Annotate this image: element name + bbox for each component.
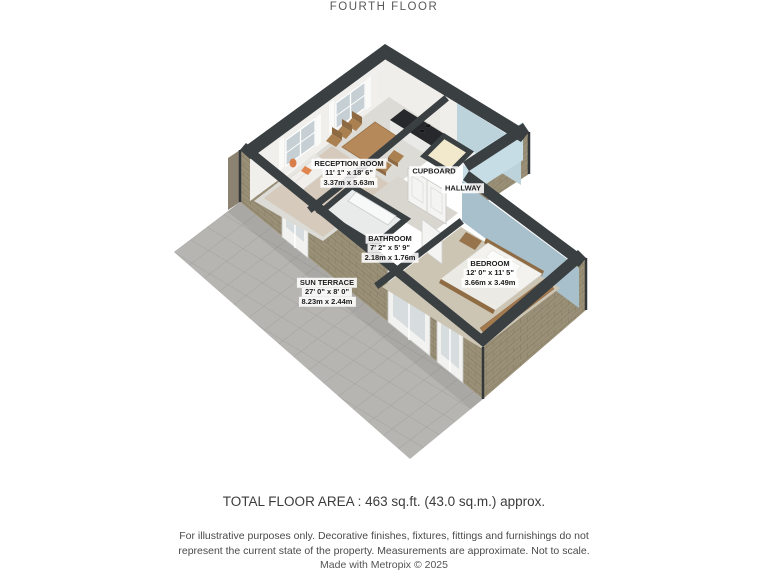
- total-floor-area: TOTAL FLOOR AREA : 463 sq.ft. (43.0 sq.m.) approx.: [222, 494, 546, 509]
- orange-planter-icon: [290, 159, 297, 168]
- room-label-bathroom: [362, 234, 419, 263]
- room-name: HALLWAY: [442, 183, 484, 193]
- disclaimer: [0, 529, 768, 559]
- room-name: BATHROOM: [365, 234, 415, 244]
- room-label-hallway: [442, 183, 484, 193]
- room-dims-imperial: 7' 2" x 5' 9": [367, 243, 413, 253]
- room-label-bedroom: [462, 259, 519, 288]
- room-dims-imperial: 27' 0" x 8' 0": [302, 287, 352, 297]
- room-name: CUPBOARD: [409, 166, 458, 176]
- metropix-credit: Made with Metropix © 2025: [320, 559, 448, 571]
- room-label-reception: [311, 159, 386, 188]
- room-label-cupboard: [409, 166, 458, 176]
- disclaimer-line2: represent the current state of the property. Measurements are approximate. Not to scale.: [178, 545, 590, 557]
- room-dims-metric: 3.66m x 3.49m: [462, 278, 519, 288]
- room-dims-metric: 8.23m x 2.44m: [299, 297, 356, 307]
- disclaimer-line1: For illustrative purposes only. Decorative finishes, fixtures, fittings and furnishings do not: [179, 530, 589, 542]
- room-name: RECEPTION ROOM: [311, 159, 386, 169]
- room-dims-imperial: 11' 1" x 18' 6": [322, 168, 376, 178]
- room-name: SUN TERRACE: [297, 278, 357, 288]
- room-label-sun-terrace: [297, 278, 357, 307]
- page-title: FOURTH FLOOR: [329, 1, 439, 13]
- room-name: BEDROOM: [467, 259, 512, 269]
- room-dims-metric: 2.18m x 1.76m: [362, 253, 419, 263]
- room-dims-metric: 3.37m x 5.63m: [321, 178, 378, 188]
- room-dims-imperial: 12' 0" x 11' 5": [463, 268, 517, 278]
